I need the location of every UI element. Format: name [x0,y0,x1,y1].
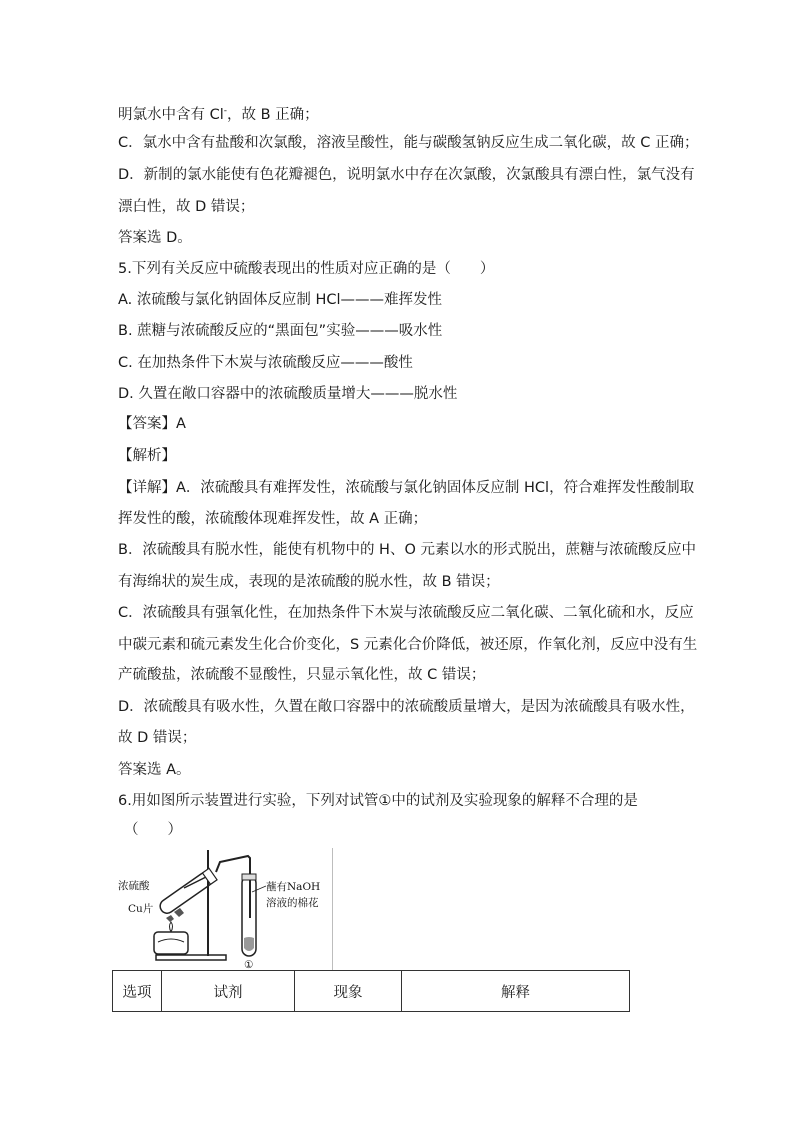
header-option: 选项 [113,971,162,1012]
option-b: B. 蔗糖与浓硫酸反应的“黑面包”实验———吸水性 [118,323,443,339]
line-0: 明氯水中含有 Cl-，故 B 正确； [118,106,319,123]
detail-line-3: B．浓硫酸具有脱水性，能使有机物中的 H、O 元素以水的形式脱出，蔗糖与浓硫酸反应中 [118,542,696,558]
detail-line-8: D．浓硫酸具有吸水性，久置在敞口容器中的浓硫酸质量增大，是因为浓硫酸具有吸水性， [118,699,695,715]
line-2: D．新制的氯水能使有色花瓣褪色，说明氯水中存在次氯酸，次氯酸具有漂白性，氯气没有 [118,167,695,183]
label-cotton-2: 溶液的棉花 [266,897,319,909]
apparatus-figure [116,848,333,970]
line-1: C．氯水中含有盐酸和次氯酸，溶液呈酸性，能与碳酸氢钠反应生成二氧化碳，故 C 正确； [118,135,699,151]
answer-label: 【答案】A [118,416,186,432]
detail-line-1: 【详解】A．浓硫酸具有难挥发性，浓硫酸与氯化钠固体反应制 HCl，符合难挥发性酸制取 [118,480,695,496]
header-phenomenon: 现象 [295,971,402,1012]
answer-line: 答案选 A。 [118,762,191,778]
detail-line-6: 中碳元素和硫元素发生化合价变化，S 元素化合价降低，被还原，作氧化剂，反应中没有生 [118,637,698,653]
table-header-row [113,971,630,1012]
label-cu: Cu片 [128,903,154,915]
question-6-title: 6.用如图所示装置进行实验，下列对试管①中的试剂及实验现象的解释不合理的是 [118,793,638,809]
label-acid: 浓硫酸 [118,880,150,892]
detail-line-4: 有海绵状的炭生成，表现的是浓硫酸的脱水性，故 B 错误； [118,574,500,590]
option-d: D. 久置在敞口容器中的浓硫酸质量增大———脱水性 [118,386,458,402]
options-table [112,970,630,1012]
question-5-title: 5.下列有关反应中硫酸表现出的性质对应正确的是（ ） [118,261,495,277]
detail-line-9: 故 D 错误； [118,730,197,746]
label-tube: ① [244,959,254,970]
option-c: C. 在加热条件下木炭与浓硫酸反应———酸性 [118,355,413,371]
detail-line-7: 产硫酸盐，浓硫酸不显酸性，只显示氧化性，故 C 错误； [118,667,486,683]
detail-line-2: 挥发性的酸，浓硫酸体现难挥发性，故 A 正确； [118,511,428,527]
question-6-paren: （ ） [124,822,182,838]
label-cotton-1: 蘸有NaOH [266,881,321,893]
line-3: 漂白性，故 D 错误； [118,199,255,215]
option-a: A. 浓硫酸与氯化钠固体反应制 HCl———难挥发性 [118,292,443,308]
line-4: 答案选 D。 [118,230,192,246]
detail-line-5: C．浓硫酸具有强氧化性，在加热条件下木炭与浓硫酸反应二氧化碳、二氧化硫和水，反应 [118,605,694,621]
analysis-label: 【解析】 [118,448,176,464]
header-explanation: 解释 [402,971,630,1012]
apparatus-diagram [116,848,332,970]
header-reagent: 试剂 [162,971,295,1012]
